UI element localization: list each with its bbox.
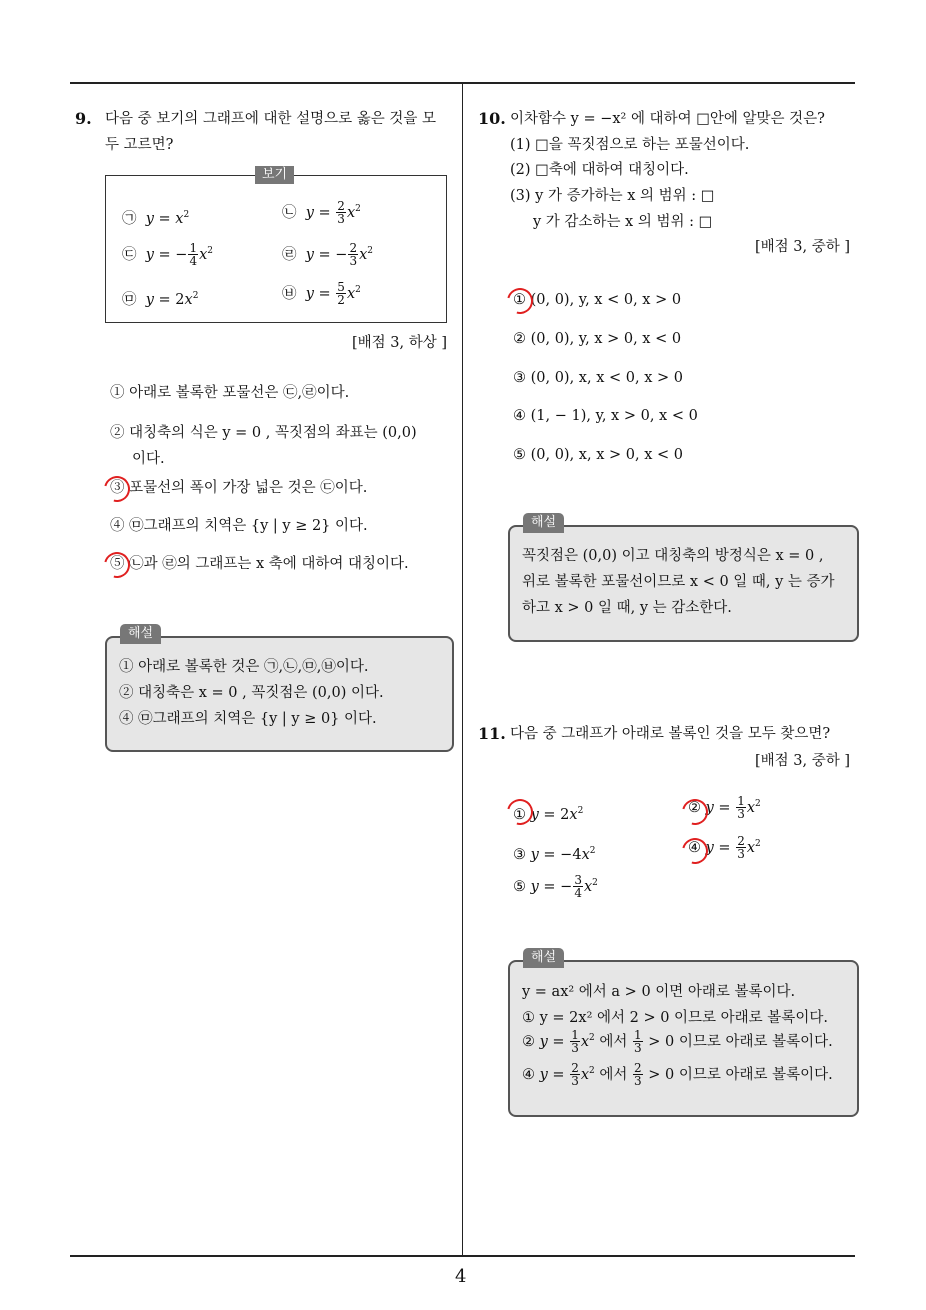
q9-bogi-item-4: ㉣ y = − $\frac{2}{3}$ $x^2$: [282, 241, 374, 269]
q11-explanation-line2: ① y = 2x² 에서 2 > 0 이므로 아래로 볼록이다.: [522, 1010, 828, 1026]
q11-score: [배점 3, 중하 ]: [755, 753, 851, 769]
q9-bogi-label: 보기: [255, 166, 294, 184]
q9-score: [배점 3, 하상 ]: [352, 335, 448, 351]
q10-stem: 이차함수 y = −x² 에 대하여 □안에 알맞은 것은?: [510, 111, 825, 127]
q9-explanation-line2: ② 대칭축은 x = 0 , 꼭짓점은 (0,0) 이다.: [119, 685, 384, 701]
q9-bogi-item-2: ㉡ y = $\frac{2}{3}$ $x^2$: [282, 199, 361, 227]
q10-condition-3: (3) y 가 증가하는 x 의 범위 : □: [510, 188, 715, 204]
q9-option-1[interactable]: ① 아래로 볼록한 포물선은 ㉢,㉣이다.: [110, 385, 350, 401]
q10-condition-1: (1) □을 꼭짓점으로 하는 포물선이다.: [510, 137, 750, 153]
q9-number: 9.: [75, 109, 92, 128]
q9-explanation-tag: 해설: [120, 624, 161, 644]
q10-option-2[interactable]: ② (0, 0), y, x > 0, x < 0: [513, 331, 682, 347]
q10-condition-4: y 가 감소하는 x 의 범위 : □: [533, 214, 713, 230]
q9-stem-line1: 다음 중 보기의 그래프에 대한 설명으로 옳은 것을 모: [105, 111, 437, 127]
q10-option-5[interactable]: ⑤ (0, 0), x, x > 0, x < 0: [513, 447, 683, 463]
page-number: 4: [455, 1266, 467, 1287]
q11-option-1[interactable]: ① $y = 2x^2$: [513, 806, 584, 823]
q9-option-3-mark: [99, 471, 135, 507]
q11-number: 11.: [478, 724, 506, 743]
q10-option-4[interactable]: ④ (1, − 1), y, x > 0, x < 0: [513, 408, 698, 424]
q9-option-2-cont: 이다.: [132, 451, 165, 467]
q10-explanation-line3: 하고 x > 0 일 때, y 는 감소한다.: [522, 600, 732, 616]
q10-option-1-mark: [502, 283, 538, 319]
q9-stem-line2: 두 고르면?: [105, 137, 174, 153]
q10-explanation-line2: 위로 볼록한 포물선이므로 x < 0 일 때, y 는 증가: [522, 574, 835, 590]
q11-explanation-line3: ② y = $\frac{1}{3}$ $x^2$ 에서 $\frac{1}{3}$ > 0 이므로 아래로 볼록이다.: [522, 1028, 833, 1056]
q9-bogi-item-3: ㉢ y = − $\frac{1}{4}$ $x^2$: [122, 241, 214, 269]
q11-explanation-tag: 해설: [523, 948, 564, 968]
q9-bogi-item-6: ㉥ y = $\frac{5}{2}$ $x^2$: [282, 280, 361, 308]
q10-explanation-tag: 해설: [523, 513, 564, 533]
q9-option-5[interactable]: ⑤ ㉡과 ㉣의 그래프는 x 축에 대하여 대칭이다.: [110, 556, 409, 572]
q9-bogi-item-1: ㉠ $y = x^2$: [122, 210, 190, 227]
q11-explanation-line4: ④ y = $\frac{2}{3}$ $x^2$ 에서 $\frac{2}{3}$ > 0 이므로 아래로 볼록이다.: [522, 1061, 833, 1089]
q10-condition-2: (2) □축에 대하여 대칭이다.: [510, 162, 689, 178]
q9-option-2[interactable]: ② 대칭축의 식은 y = 0 , 꼭짓점의 좌표는 (0,0): [110, 425, 417, 441]
column-divider: [462, 84, 463, 1256]
q10-score: [배점 3, 중하 ]: [755, 239, 851, 255]
q10-option-3[interactable]: ③ (0, 0), x, x < 0, x > 0: [513, 370, 683, 386]
q9-explanation-line3: ④ ㉤그래프의 치역은 {y | y ≥ 0} 이다.: [119, 711, 377, 727]
q11-stem: 다음 중 그래프가 아래로 볼록인 것을 모두 찾으면?: [510, 726, 831, 742]
q10-number: 10.: [478, 109, 506, 128]
q9-bogi-item-5: ㉤ $y = 2x^2$: [122, 291, 199, 308]
q11-option-3[interactable]: ③ $y = -4x^2$: [513, 846, 596, 863]
q9-option-3[interactable]: ③ 포물선의 폭이 가장 넓은 것은 ㉢이다.: [110, 480, 368, 496]
q11-option-1-mark: [502, 794, 538, 830]
bottom-rule: [70, 1255, 855, 1257]
q11-option-4[interactable]: ④ y = $\frac{2}{3}$ $x^2$: [688, 834, 761, 862]
q9-option-4[interactable]: ④ ㉤그래프의 치역은 {y | y ≥ 2} 이다.: [110, 518, 368, 534]
q9-option-5-mark: [99, 547, 135, 583]
q11-option-2[interactable]: ② y = $\frac{1}{3}$ $x^2$: [688, 794, 761, 822]
q11-explanation-line1: y = ax² 에서 a > 0 이면 아래로 볼록이다.: [522, 984, 796, 1000]
q11-option-5[interactable]: ⑤ y = − $\frac{3}{4}$ $x^2$: [513, 873, 598, 901]
q10-option-1[interactable]: ① (0, 0), y, x < 0, x > 0: [513, 292, 682, 308]
q10-explanation-line1: 꼭짓점은 (0,0) 이고 대칭축의 방정식은 x = 0 ,: [522, 548, 824, 564]
q9-explanation-line1: ① 아래로 볼록한 것은 ㉠,㉡,㉤,㉥이다.: [119, 659, 369, 675]
